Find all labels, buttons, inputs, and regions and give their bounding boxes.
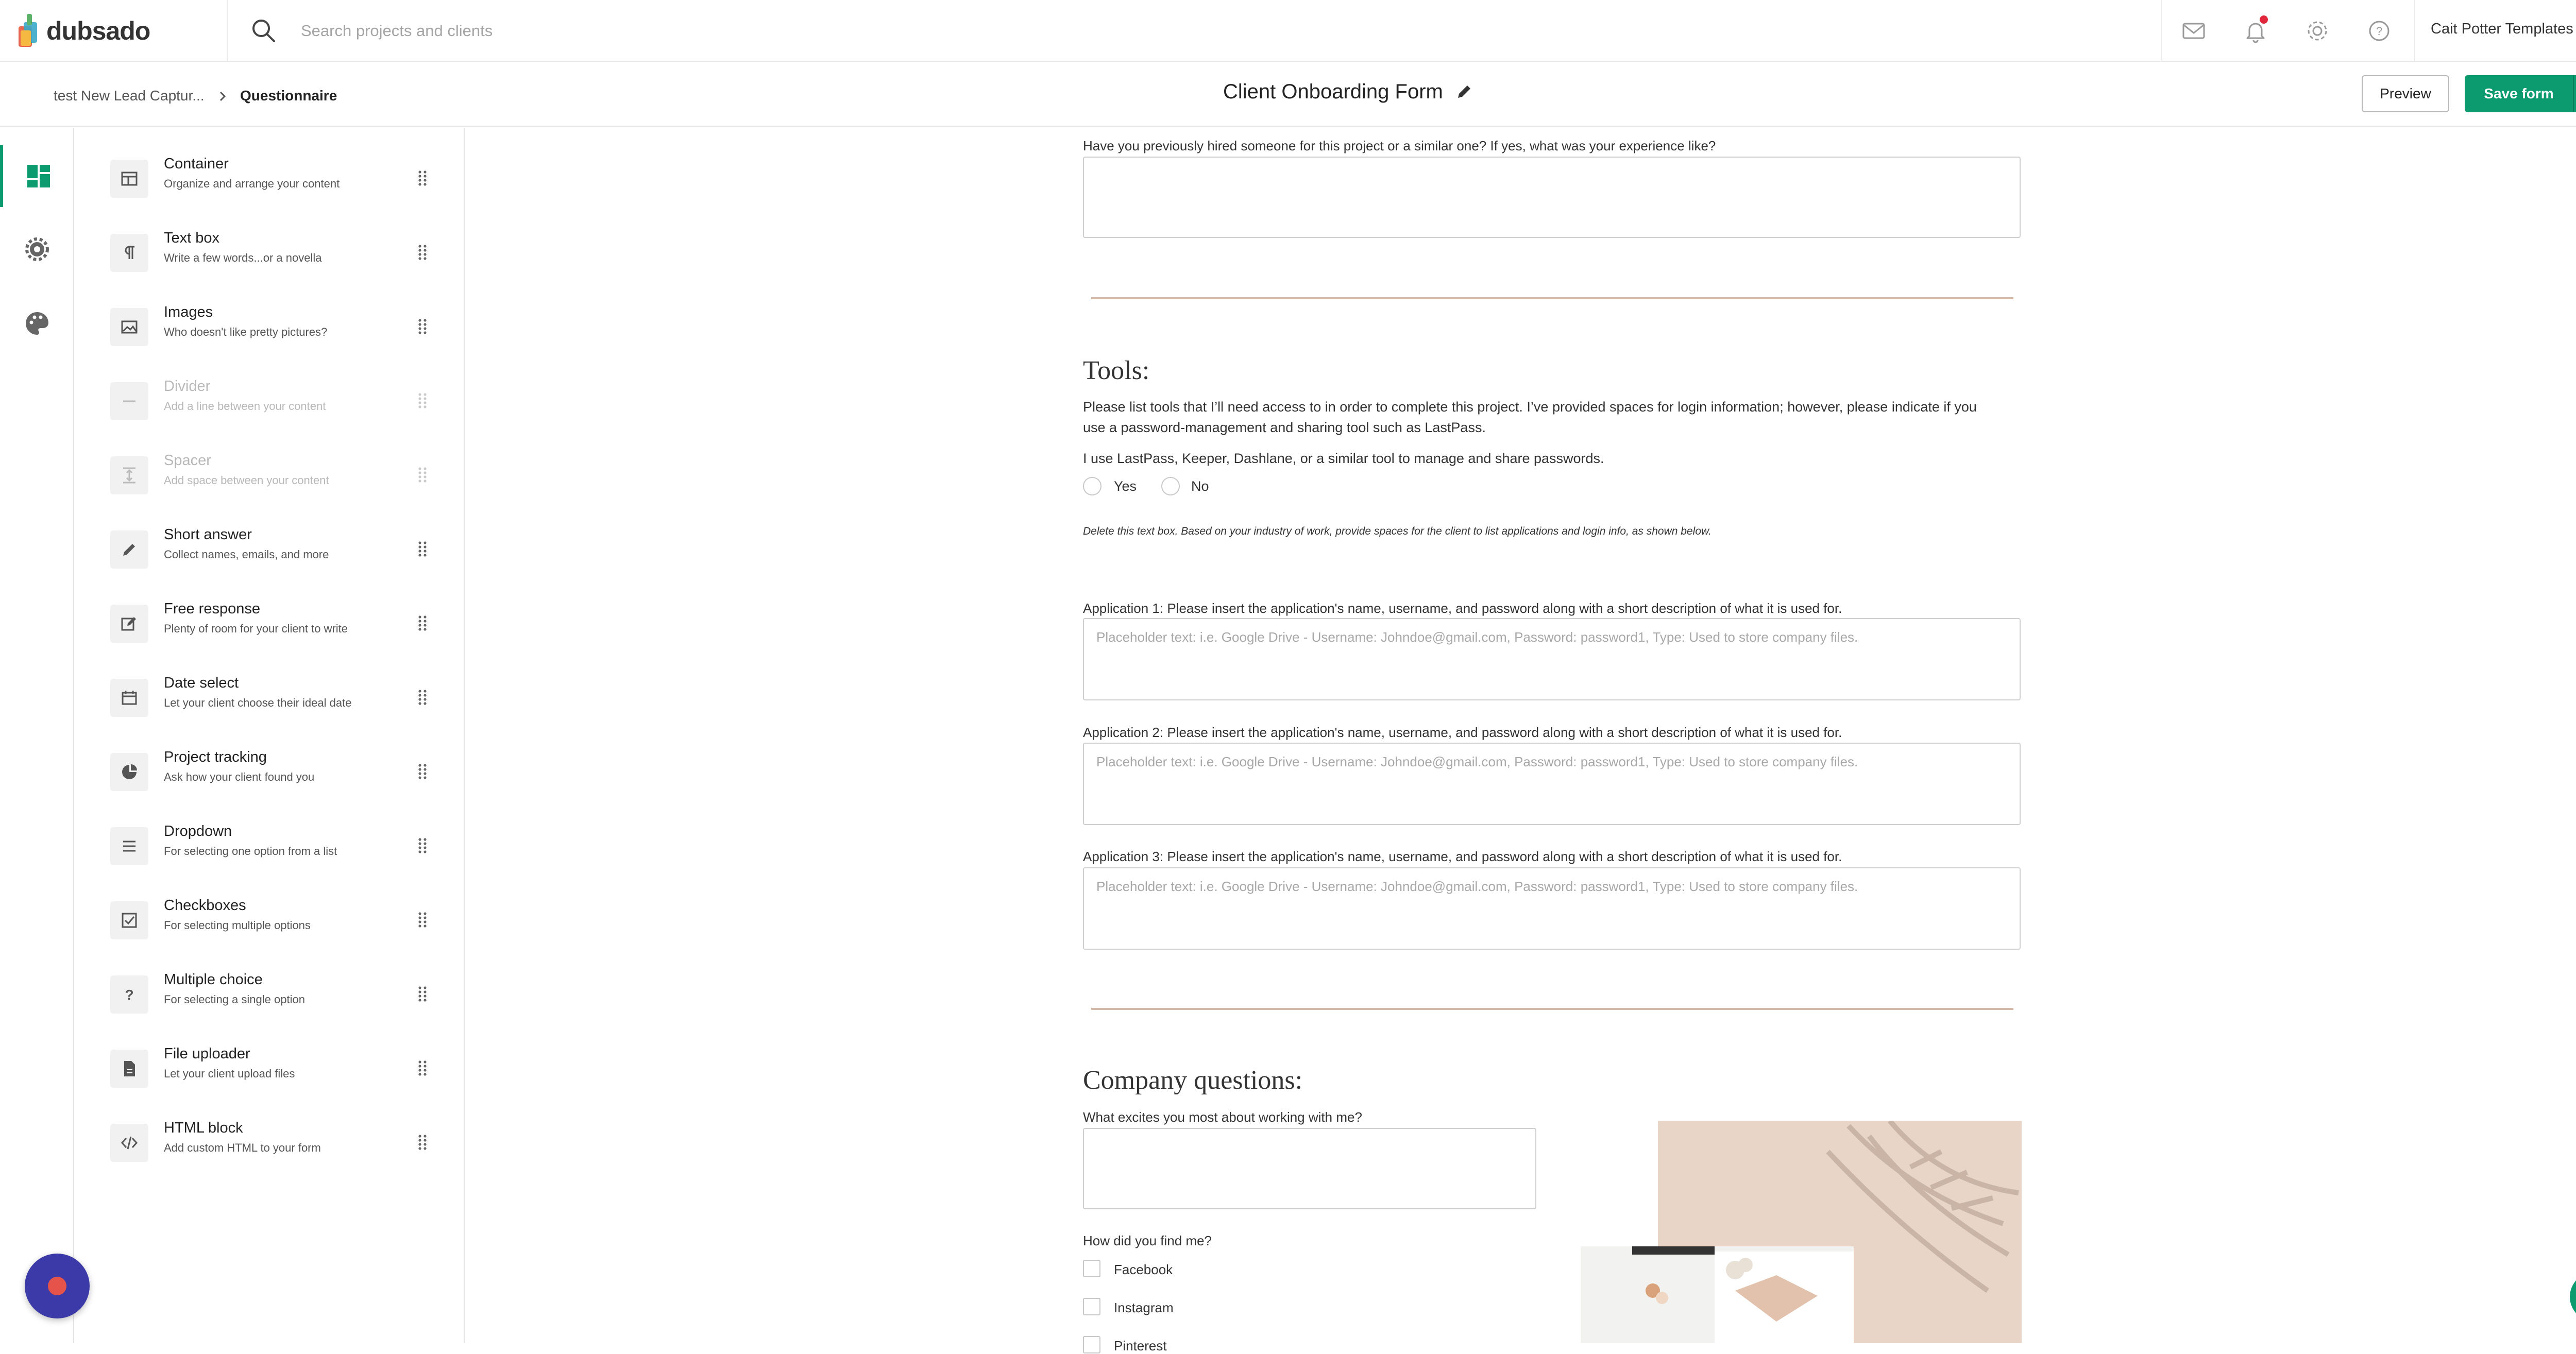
element-description: Plenty of room for your client to write <box>164 622 348 635</box>
element-divider[interactable] <box>110 375 440 437</box>
help-icon[interactable] <box>2365 16 2394 45</box>
chevron-right-icon <box>216 89 229 104</box>
element-title: Dropdown <box>164 823 232 839</box>
element-text-box[interactable] <box>110 227 440 288</box>
radio-yes-label[interactable]: Yes <box>1114 478 1137 494</box>
element-description: Ask how your client found you <box>164 770 315 783</box>
rail-theme-tab[interactable] <box>0 293 74 354</box>
pie-chart-icon <box>119 762 140 782</box>
element-icon-box <box>110 456 148 494</box>
svg-text:?: ? <box>125 987 134 1003</box>
section-divider <box>1091 1008 2013 1010</box>
application-3-field[interactable] <box>1083 867 2021 950</box>
drag-handle-icon[interactable] <box>416 390 429 411</box>
element-file-uploader[interactable] <box>110 1042 440 1104</box>
element-description: Add custom HTML to your form <box>164 1141 321 1154</box>
element-icon-box <box>110 679 148 717</box>
element-title: Divider <box>164 378 211 395</box>
topbar-divider <box>2161 0 2162 62</box>
element-title: Container <box>164 156 229 172</box>
preview-button[interactable]: Preview <box>2362 75 2449 112</box>
question-label: Application 1: Please insert the application's name, username, and password along with a short description of what it is used for. <box>1083 601 1842 616</box>
element-description: Collect names, emails, and more <box>164 548 329 561</box>
element-images[interactable] <box>110 301 440 363</box>
settings-gear-icon[interactable] <box>2303 16 2332 45</box>
checkbox-pinterest[interactable] <box>1083 1336 1100 1353</box>
drag-handle-icon[interactable] <box>416 465 429 485</box>
rail-settings-tab[interactable] <box>0 218 74 280</box>
search-icon[interactable] <box>248 15 279 46</box>
element-title: Text box <box>164 230 219 246</box>
tools-description-line: use a password-management and sharing tool such as LastPass. <box>1083 420 1486 435</box>
element-description: Who doesn't like pretty pictures? <box>164 325 328 338</box>
dubsado-logo-icon <box>16 13 39 49</box>
divider-icon <box>119 391 140 412</box>
field-placeholder: Placeholder text: i.e. Google Drive - Username: Johndoe@gmail.com, Password: password1, Type: Used to store company files. <box>1096 629 1858 645</box>
recording-widget-button[interactable] <box>25 1254 90 1318</box>
element-icon-box <box>110 975 148 1014</box>
edit-icon <box>119 613 140 634</box>
element-spacer[interactable] <box>110 449 440 511</box>
free-response-field[interactable] <box>1083 1128 1536 1209</box>
palette-icon <box>24 310 50 337</box>
section-heading: Company questions: <box>1083 1066 1303 1095</box>
svg-text:?: ? <box>2376 25 2383 38</box>
tools-description <box>1083 397 2041 438</box>
checkbox-instagram[interactable] <box>1083 1298 1100 1315</box>
drag-handle-icon[interactable] <box>416 687 429 708</box>
dubsado-logo[interactable] <box>16 11 150 50</box>
account-name[interactable]: Cait Potter Templates <box>2431 21 2573 37</box>
dashboard-grid-icon <box>25 163 52 190</box>
element-icon-box <box>110 901 148 939</box>
topbar-divider <box>2414 0 2415 62</box>
element-icon-box <box>110 605 148 643</box>
save-options-dropdown[interactable] <box>2573 75 2576 112</box>
paragraph-icon <box>119 243 140 263</box>
breadcrumb-parent[interactable]: test New Lead Captur... <box>54 88 205 104</box>
drag-handle-icon[interactable] <box>416 168 429 188</box>
element-icon-box <box>110 530 148 569</box>
pencil-icon <box>119 539 140 560</box>
drag-handle-icon[interactable] <box>416 835 429 856</box>
question-label: Application 3: Please insert the application's name, username, and password along with a short description of what it is used for. <box>1083 849 1842 864</box>
file-icon <box>119 1058 140 1079</box>
element-icon-box <box>110 234 148 272</box>
element-description: Let your client upload files <box>164 1067 295 1080</box>
element-icon-box <box>110 827 148 865</box>
application-2-field[interactable] <box>1083 743 2021 825</box>
element-title: Spacer <box>164 452 211 469</box>
drag-handle-icon[interactable] <box>416 761 429 782</box>
decorative-workspace-image <box>1581 1121 2022 1343</box>
question-label: Application 2: Please insert the application's name, username, and password along with a short description of what it is used for. <box>1083 725 1842 740</box>
topbar-divider <box>227 0 228 62</box>
section-heading: Tools: <box>1083 356 1150 385</box>
element-description: For selecting a single option <box>164 993 305 1006</box>
element-icon-box <box>110 1124 148 1162</box>
element-icon-box <box>110 753 148 791</box>
element-checkboxes[interactable] <box>110 894 440 956</box>
element-title: Free response <box>164 601 260 617</box>
field-placeholder: Placeholder text: i.e. Google Drive - Username: Johndoe@gmail.com, Password: password1, Type: Used to store company files. <box>1096 879 1858 894</box>
save-form-button[interactable]: Save form <box>2465 75 2573 112</box>
image-icon <box>119 317 140 337</box>
element-title: Multiple choice <box>164 971 263 988</box>
drag-handle-icon[interactable] <box>416 539 429 559</box>
radio-yes[interactable] <box>1083 477 1101 495</box>
element-description: Let your client choose their ideal date <box>164 696 352 709</box>
code-icon <box>119 1133 140 1153</box>
checkbox-icon <box>119 910 140 931</box>
element-title: Checkboxes <box>164 897 246 914</box>
application-1-field[interactable] <box>1083 618 2021 700</box>
tools-description-line: Please list tools that I’ll need access to in order to complete this project. I’ve provided spaces for login information; however, please indicate if you <box>1083 399 1977 415</box>
question-icon <box>119 984 140 1005</box>
rail-elements-tab[interactable] <box>0 145 74 207</box>
search-input[interactable] <box>300 19 1588 43</box>
radio-no-label[interactable]: No <box>1191 478 1209 494</box>
checkbox-label[interactable]: Instagram <box>1114 1300 1174 1315</box>
section-divider <box>1091 297 2013 299</box>
drag-handle-icon[interactable] <box>416 984 429 1004</box>
notification-dot <box>2260 15 2268 24</box>
logo-text: dubsado <box>46 16 150 45</box>
element-description: Add space between your content <box>164 474 329 487</box>
drag-handle-icon[interactable] <box>416 1058 429 1078</box>
question-label: How did you find me? <box>1083 1233 1212 1248</box>
element-multiple-choice[interactable] <box>110 968 440 1030</box>
drag-handle-icon[interactable] <box>416 316 429 337</box>
instruction-note: Delete this text box. Based on your industry of work, provide spaces for the client to list applications and login info, as shown below. <box>1083 525 1711 537</box>
element-icon-box <box>110 382 148 420</box>
drag-handle-icon[interactable] <box>416 910 429 930</box>
element-title: HTML block <box>164 1120 243 1136</box>
element-date-select[interactable] <box>110 672 440 733</box>
record-dot-icon <box>48 1277 66 1295</box>
checkbox-label[interactable]: Facebook <box>1114 1262 1173 1277</box>
question-label: Have you previously hired someone for this project or a similar one? If yes, what was your experience like? <box>1083 138 1716 153</box>
element-icon-box <box>110 1050 148 1088</box>
element-title: Images <box>164 304 213 320</box>
element-title: Project tracking <box>164 749 267 765</box>
form-title[interactable]: Client Onboarding Form <box>1223 80 1443 103</box>
breadcrumb-current: Questionnaire <box>240 88 337 104</box>
radio-no[interactable] <box>1161 477 1180 495</box>
drag-handle-icon[interactable] <box>416 613 429 633</box>
edit-title-pencil-icon[interactable] <box>1455 82 1473 101</box>
element-description: Write a few words...or a novella <box>164 251 322 264</box>
free-response-field[interactable] <box>1083 157 2021 238</box>
element-description: Organize and arrange your content <box>164 177 340 190</box>
element-description: Add a line between your content <box>164 400 326 413</box>
element-free-response[interactable] <box>110 597 440 659</box>
calendar-icon <box>119 688 140 708</box>
element-icon-box <box>110 308 148 346</box>
element-icon-box <box>110 160 148 198</box>
drag-handle-icon[interactable] <box>416 1132 429 1153</box>
spacer-icon <box>119 465 140 486</box>
element-container[interactable] <box>110 152 440 214</box>
element-short-answer[interactable] <box>110 523 440 585</box>
field-placeholder: Placeholder text: i.e. Google Drive - Username: Johndoe@gmail.com, Password: password1, Type: Used to store company files. <box>1096 754 1858 769</box>
element-project-tracking[interactable] <box>110 746 440 808</box>
gear-icon <box>24 236 50 263</box>
element-title: File uploader <box>164 1046 250 1062</box>
container-icon <box>119 168 140 189</box>
element-description: For selecting one option from a list <box>164 845 337 858</box>
question-label: I use LastPass, Keeper, Dashlane, or a similar tool to manage and share passwords. <box>1083 451 1604 466</box>
checkbox-facebook[interactable] <box>1083 1260 1100 1277</box>
list-icon <box>119 836 140 856</box>
checkbox-label[interactable]: Pinterest <box>1114 1338 1167 1353</box>
element-dropdown[interactable] <box>110 820 440 882</box>
element-title: Short answer <box>164 526 252 543</box>
drag-handle-icon[interactable] <box>416 242 429 263</box>
element-html-block[interactable] <box>110 1117 440 1178</box>
element-title: Date select <box>164 675 239 691</box>
mail-icon[interactable] <box>2179 16 2208 45</box>
element-description: For selecting multiple options <box>164 919 311 932</box>
question-label: What excites you most about working with me? <box>1083 1109 1362 1125</box>
